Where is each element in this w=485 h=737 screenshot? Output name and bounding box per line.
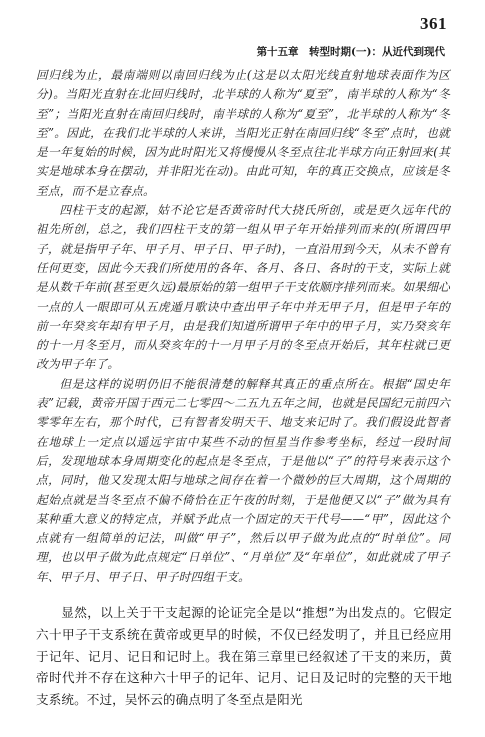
quoted-passage [36, 66, 450, 587]
body-paragraph-1: 显然，以上关于干支起源的论证完全是以“推想”为出发点的。它假定六十甲子干支系统在黄帝或更早的时候，不仅已经发明了，并且已经应用于记年、记月、记日和记时上。我在第三章里已经叙述了干支的来历，黄帝时代并不存在这种六十甲子的记年、记月、记日及记时的完整的天干地支系统。不过，吴怀云的确点明了冬至点是阳光 [36, 605, 452, 708]
main-body-text [36, 602, 452, 711]
quote-paragraph-1: 回归线为止，最南端则以南回归线为止(这是以太阳光线直射地球表面作为区分)。当阳光直射在北回归线时，北半球的人称为“夏至”，南半球的人称为“冬至”；当阳光直射在南回归线时，南半球的人称为“夏至”，北半球的人称为“冬至”。因此，在我们北半球的人来讲，当阳光正射在南回归线“冬至”点时，也就是一年复始的时候，因为此时阳光又将慢慢从冬至点往北半球方向正射回来(其实是地球本身在摆动，并非阳光在动)。由此可知，年的真正交换点，应该是冬至点，而不是立春点。 [36, 68, 450, 198]
quote-paragraph-3: 但是这样的说明仍旧不能很清楚的解释其真正的重点所在。根据“国史年表”记载，黄帝开国于西元二七零四～二五九五年之间，也就是民国纪元前四六零零年左右，那个时代，已有智者发明天干、地支来记时了。我们假设此智者在地球上一定点以遥远宇宙中某些不动的恒星当作参考坐标，经过一段时间后，发现地球本身周期变化的起点是冬至点，于是他以“子”的符号来表示这个点，同时，他又发现太阳与地球之间存在着一个微妙的巨大周期，这个周期的起始点就是当冬至点不偏不倚恰在正午夜的时刻，于是他便又以“子”做为具有某种重大意义的特定点，并赋予此点一个固定的天干代号——“甲”，因此这个点就有一组简单的记法，叫做“甲子”，然后以甲子做为此点的“时单位”。同理，也以甲子做为此点规定“日单位”、“月单位”及“年单位”，如此就成了甲子年、甲子月、甲子日、甲子时四组干支。 [36, 376, 450, 584]
quote-paragraph-2: 四柱干支的起源，姑不论它是否黄帝时代大挠氏所创，或是更久远年代的祖先所创，总之，我们四柱干支的第一组从甲子年开始排列而来的(所谓四甲子，就是指甲子年、甲子月、甲子日、甲子时)，一直沿用到今天，从未不曾有任何更变，因此今天我们所使用的各年、各月、各日、各时的干支，实际上就是从数千年前(甚至更久远)最原始的第一组甲子干支依顺序排列而来。如果细心一点的人一眼即可从五虎遁月歌诀中查出甲子年中并无甲子月，但是甲子年的前一年癸亥年却有甲子月，由是我们知道所谓甲子年中的甲子月，实乃癸亥年的十一月冬至月，而从癸亥年的十一月甲子月的冬至点开始后，其年柱就已更改为甲子年了。 [36, 203, 450, 372]
chapter-running-header: 第十五章 转型时期(一)：从近代到现代 [256, 46, 445, 58]
page-number: 361 [420, 14, 447, 33]
